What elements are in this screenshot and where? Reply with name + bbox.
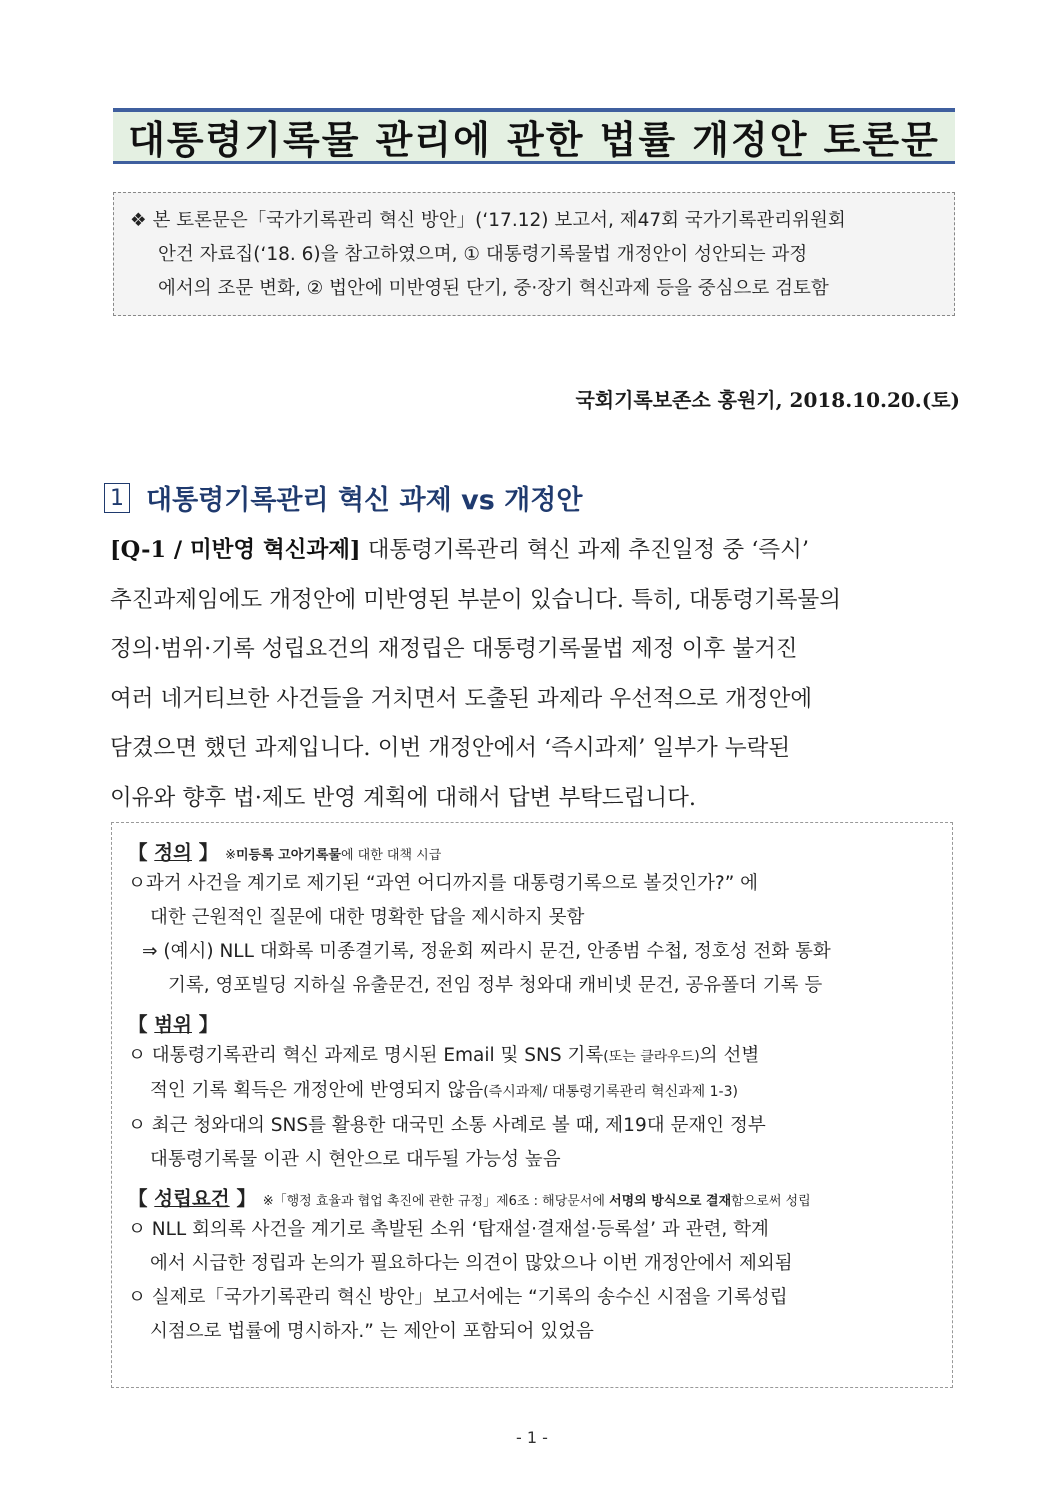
requirements-heading: 【 성립요건 】 ※「행정 효율과 협업 촉진에 관한 규정」제6조 : 해당문서에 서명의 방식으로 결재함으로써 성립 — [128, 1187, 811, 1210]
definition-heading: 【 정의 】 ※미등록 고아기록물에 대한 대책 시급 — [128, 841, 442, 864]
definition-bullet: ㅇ과거 사건을 계기로 제기된 “과연 어디까지를 대통령기록으로 볼것인가?” 에 대한 근원적인 질문에 대한 명확한 답을 제시하지 못함 ⇒ (예시) NLL 대화록 미종결기록, 정윤회 찌라시 문건, 안종범 수첩, 정호성 전화 통화 기록, 영포빌딩 지하실 유출문건, 전임 정부 청와대 캐비넷 문건, 공유폴더 기록 등 — [128, 867, 934, 1003]
summary-line: 에서의 조문 변화, ② 법안에 미반영된 단기, 중·장기 혁신과제 등을 중심으로 검토함 — [158, 278, 829, 299]
summary-line: ❖ 본 토론문은「국가기록관리 혁신 방안」(‘17.12) 보고서, 제47회 국가기록관리위원회 — [130, 210, 846, 231]
summary-box — [113, 192, 955, 316]
definition-note: ※미등록 고아기록물에 대한 대책 시급 — [225, 848, 442, 863]
requirements-title: 성립요건 — [154, 1187, 230, 1210]
section-number: 1 — [104, 483, 130, 513]
section-heading — [104, 478, 582, 517]
requirements-note: ※「행정 효율과 협업 촉진에 관한 규정」제6조 : 해당문서에 서명의 방식으로 결재함으로써 성립 — [262, 1194, 811, 1209]
requirements-bullet: ㅇ 실제로「국가기록관리 혁신 방안」보고서에는 “기록의 송수신 시점을 기록성립 시점으로 법률에 명시하자.” 는 제안이 포함되어 있었음 — [128, 1287, 788, 1342]
summary-line: 안건 자료집(‘18. 6)을 참고하였으며, ① 대통령기록물법 개정안이 성안되는 과정 — [158, 244, 808, 265]
requirements-bullet: ㅇ NLL 회의록 사건을 계기로 촉발된 소위 ‘탑재설·결재설·등록설’ 과 관련, 학계 에서 시급한 정립과 논의가 필요하다는 의견이 많았으나 이번 개정안에서 제외됨 — [128, 1219, 793, 1274]
definition-title: 정의 — [154, 841, 192, 864]
definition-example: 기록, 영포빌딩 지하실 유출문건, 전임 정부 청와대 캐비넷 문건, 공유폴더 기록 등 — [168, 975, 823, 996]
question-text: 추진과제임에도 개정안에 미반영된 부분이 있습니다. 특히, 대통령기록물의 — [110, 586, 842, 613]
section-title: 대통령기록관리 혁신 과제 vs 개정안 — [146, 485, 583, 516]
question-text: 담겼으면 했던 과제입니다. 이번 개정안에서 ‘즉시과제’ 일부가 누락된 — [110, 735, 791, 761]
scope-heading: 【 범위 】 — [128, 1013, 219, 1036]
question-text: 여러 네거티브한 사건들을 거치면서 도출된 과제라 우선적으로 개정안에 — [110, 685, 813, 712]
author-byline: 국회기록보존소 홍원기, 2018.10.20.(토) — [575, 388, 960, 412]
scope-bullet: ㅇ 대통령기록관리 혁신 과제로 명시된 Email 및 SNS 기록(또는 클라우드)의 선별 적인 기록 획득은 개정안에 반영되지 않음(즉시과제/ 대통령기록관리 혁신과제 1-3) — [128, 1045, 760, 1101]
document-title: 대통령기록물 관리에 관한 법률 개정안 토론문 — [128, 118, 940, 162]
question-text: 대통령기록관리 혁신 과제 추진일정 중 ‘즉시’ — [360, 537, 810, 563]
detail-box — [111, 822, 953, 1388]
question-paragraph — [110, 526, 960, 823]
page-number: - 1 - — [516, 1428, 548, 1447]
definition-example: ⇒ (예시) NLL 대화록 미종결기록, 정윤회 찌라시 문건, 안종범 수첩, 정호성 전화 통화 — [142, 941, 831, 962]
scope-title: 범위 — [154, 1013, 192, 1036]
question-text: 이유와 향후 법·제도 반영 계획에 대해서 답변 부탁드립니다. — [110, 784, 697, 811]
question-text: 정의·범위·기록 성립요건의 재정립은 대통령기록물법 제정 이후 불거진 — [110, 636, 798, 662]
title-banner — [113, 108, 955, 164]
question-label: [Q-1 / 미반영 혁신과제] — [110, 537, 361, 563]
scope-bullet: ㅇ 최근 청와대의 SNS를 활용한 대국민 소통 사례로 볼 때, 제19대 문재인 정부 대통령기록물 이관 시 현안으로 대두될 가능성 높음 — [128, 1115, 766, 1170]
